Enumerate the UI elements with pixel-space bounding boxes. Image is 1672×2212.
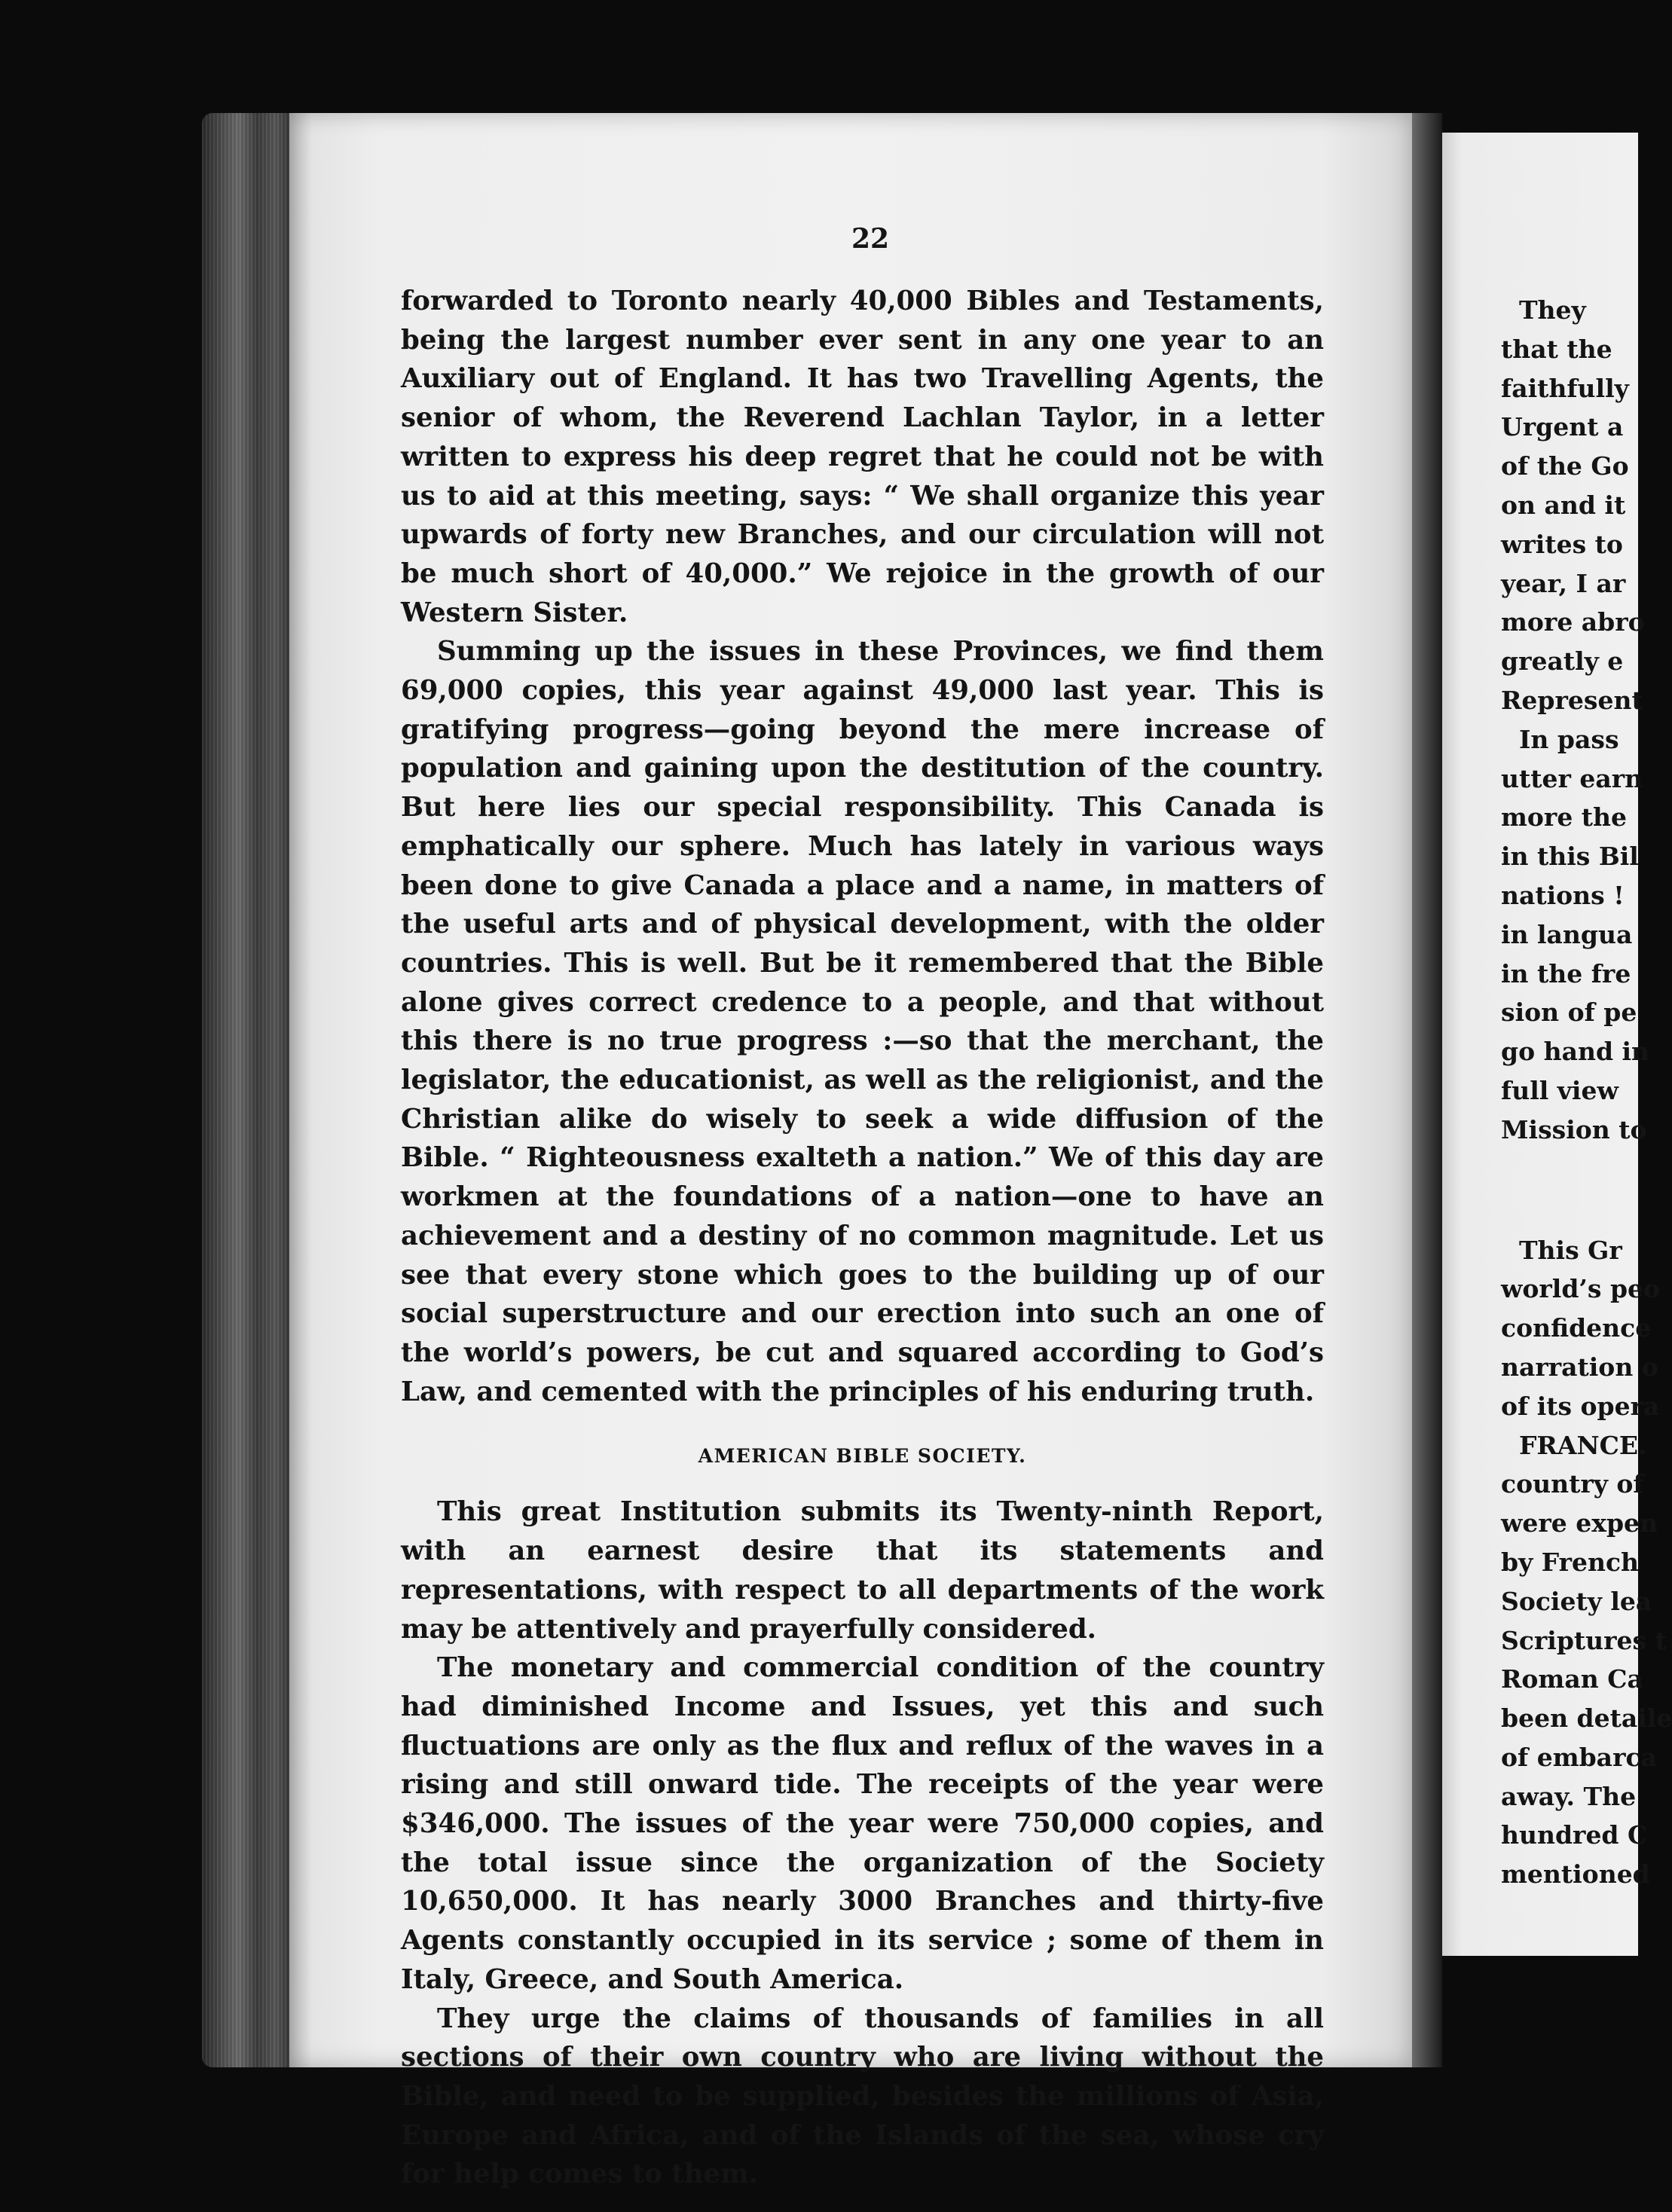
book-page-right-cropped xyxy=(1442,133,1672,1956)
fragment-line: They xyxy=(1519,295,1586,325)
fragment-line: go hand in xyxy=(1501,1037,1650,1067)
fragment-line: full view xyxy=(1501,1075,1619,1105)
page-number: 22 xyxy=(851,223,890,255)
fragment-line: year, I ar xyxy=(1501,568,1626,598)
fragment-line: nations ! xyxy=(1501,880,1625,910)
paragraph-continued: forwarded to Toronto nearly 40,000 Bibles and Testaments, being the largest number ever sent in any one year to an Auxiliary out of England. It has two Travelling Agents, the senior of whom, the Reverend Lachlan Taylor, in a letter written to express his deep regret that he could not be with us to aid at this meeting, says: “ We shall organize this year upwards of forty new Branches, and our circulation will not be much short of 40,000.” We rejoice in the growth of our Western Sister. xyxy=(401,286,1324,628)
fragment-line: in the fre xyxy=(1501,958,1631,988)
fragment-line: world’s peo xyxy=(1501,1274,1661,1304)
fragment-line: that the xyxy=(1501,334,1612,364)
fragment-line: narration o xyxy=(1501,1352,1658,1382)
book-page-edges xyxy=(202,113,294,2067)
paragraph-institution-report: This great Institution submits its Twenty-ninth Report, with an earnest desire that its statements and representations, with respect to all departments of the work may be attentively and prayerfully considered. xyxy=(401,1496,1324,1645)
fragment-line: more the xyxy=(1501,802,1628,833)
fragment-line: of the Go xyxy=(1501,451,1629,481)
fragment-gap xyxy=(1501,1190,1652,1231)
fragment-line: sion of pe xyxy=(1501,998,1637,1028)
fragment-line: FRANCE. xyxy=(1519,1430,1647,1460)
page-body-text xyxy=(401,282,1324,2194)
paragraph-monetary-condition: The monetary and commercial condition of the country had diminished Income and Issues, yet this and such fluctuations are only as the flux and reflux of the waves in a rising and still onward tide. The receipts of the year were $346,000. The issues of the year were 750,000 copies, and the total issue since the organization of the Society 10,650,000. It has nearly 3000 Branches and thirty-five Agents constantly occupied in its service ; some of them in Italy, Greece, and South America. xyxy=(401,1652,1324,1995)
fragment-line: of embarca xyxy=(1501,1742,1657,1772)
fragment-line: been detaile xyxy=(1501,1703,1672,1734)
fragment-line: faithfully xyxy=(1501,373,1629,403)
book-gutter xyxy=(1412,113,1442,2067)
paragraph-summing-up: Summing up the issues in these Provinces, we find them 69,000 copies, this year against 49,000 last year. This is gratifying progress—going beyond the mere increase of population and gaining upon the destitution of the country. But here lies our special responsibility. This Canada is emphatically our sphere. Much has lately in various ways been done to give Canada a place and a name, in matters of the useful arts and of physical development, with the older countries. This is well. But be it remembered that the Bible alone gives correct credence to a people, and that without this there is no true progress :—so that the merchant, the legislator, the educationist, as well as the religionist, and the Christian alike do wisely to seek a wide diffusion of the Bible. “ Righteousness exalteth a nation.” We of this day are workmen at the foundations of a nation—one to have an achievement and a destiny of no common magnitude. Let us see that every stone which goes to the building up of our social superstructure and our erection into such an one of the world’s powers, be cut and squared according to God’s Law, and cemented with the principles of his enduring truth. xyxy=(401,636,1324,1407)
fragment-gap xyxy=(1501,1150,1652,1190)
fragment-line: Represent xyxy=(1501,685,1643,715)
fragment-line: In pass xyxy=(1519,724,1619,754)
fragment-line: utter earn xyxy=(1501,763,1643,793)
fragment-line: by French xyxy=(1501,1547,1640,1577)
fragment-line: were expen xyxy=(1501,1508,1658,1538)
fragment-line: Urgent a xyxy=(1501,412,1624,442)
fragment-line: Society lea xyxy=(1501,1586,1652,1616)
fragment-line: This Gr xyxy=(1519,1235,1622,1265)
fragment-line: in langua xyxy=(1501,919,1633,949)
fragment-line: greatly e xyxy=(1501,646,1624,677)
fragment-line: hundred C xyxy=(1501,1820,1648,1850)
fragment-line: Roman Ca xyxy=(1501,1664,1643,1694)
fragment-line: confidence xyxy=(1501,1313,1652,1343)
fragment-line: Scriptures t xyxy=(1501,1625,1667,1655)
fragment-line: Mission to xyxy=(1501,1114,1647,1144)
fragment-line: mentioned xyxy=(1501,1859,1650,1890)
section-heading: AMERICAN BIBLE SOCIETY. xyxy=(698,1445,1027,1468)
fragment-line: in this Bil xyxy=(1501,842,1639,872)
fragment-line: more abro xyxy=(1501,607,1645,637)
paragraph-claims-of-families: They urge the claims of thousands of families in all sections of their own country who are living without the Bible, and need to be supplied, besides the millions of Asia, Europe and Africa, and of the Islands of the sea, whose cry for help comes to them. xyxy=(401,2003,1324,2190)
next-page-text-fragments xyxy=(1501,291,1672,1894)
fragment-line: of its opera xyxy=(1501,1391,1660,1421)
fragment-line: on and it xyxy=(1501,490,1626,520)
fragment-line: away. The xyxy=(1501,1781,1637,1811)
fragment-line: writes to xyxy=(1501,529,1623,559)
fragment-line: country of xyxy=(1501,1469,1644,1499)
